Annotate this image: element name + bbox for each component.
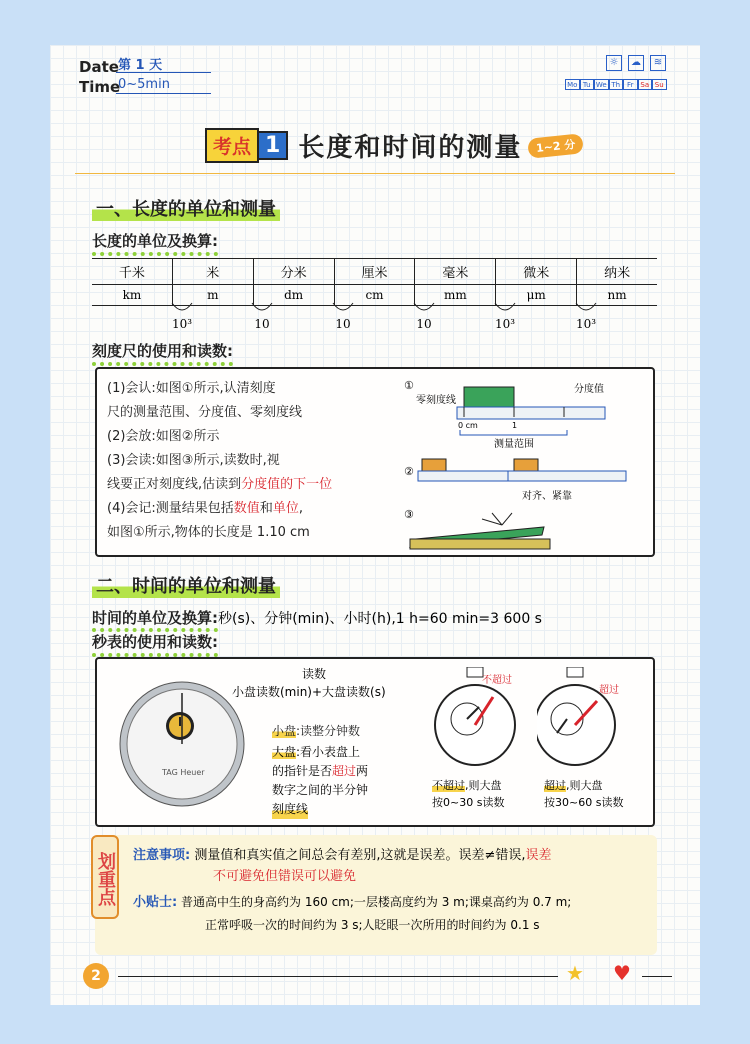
section1-heading: 一、长度的单位和测量 bbox=[92, 195, 280, 221]
ruler-subheading: 刻度尺的使用和读数: bbox=[92, 340, 233, 366]
over-caption: 超过,则大盘 按30~60 s读数 bbox=[544, 779, 624, 809]
title-divider bbox=[75, 173, 675, 174]
align-label: 对齐、紧靠 bbox=[522, 491, 572, 502]
topic-number: 1 bbox=[259, 131, 288, 160]
stopwatch-subheading: 秒表的使用和读数: bbox=[92, 631, 218, 657]
unit-cm: 厘米 cm bbox=[334, 259, 415, 305]
footer-line-end bbox=[642, 976, 672, 977]
tip-line1: 普通高中生的身高约为 160 cm;一层楼高度约为 3 m;课桌高约为 0.7 m; bbox=[181, 895, 572, 909]
unit-mm: 毫米 mm bbox=[414, 259, 495, 305]
time-units-text: 秒(s)、分钟(min)、小时(h),1 h=60 min=3 600 s bbox=[218, 611, 542, 627]
date-label: Date bbox=[79, 58, 119, 76]
footer-line bbox=[118, 976, 558, 977]
ruler-text: (1)会认:如图①所示,认清刻度 尺的测量范围、分度值、零刻度线 (2)会放:如图②所示 (3)会读:如图③所示,读数时,视 线要正对刻度线,估读到分度值的下一位 (4)会记:测量结果包括数值和单位, 如图①所示,物体的长度是 1.10 cm bbox=[107, 381, 333, 540]
not-over-caption: 不超过,则大盘 按0~30 s读数 bbox=[432, 779, 505, 809]
unit-nm: 纳米 nm bbox=[576, 259, 657, 305]
note-line2: 不可避免但错误可以避免 bbox=[213, 869, 357, 884]
key-points-tag: 划重点 bbox=[91, 835, 119, 919]
weekday-we[interactable]: We bbox=[595, 81, 607, 89]
conv-cm-mm: 10 bbox=[416, 317, 432, 331]
time-underline bbox=[116, 93, 211, 94]
conv-dm-cm: 10 bbox=[335, 317, 351, 331]
time-units-subheading: 时间的单位及换算: bbox=[92, 609, 218, 632]
note-text: 测量值和真实值之间总会有差别,这就是误差。误差≠错误, bbox=[194, 848, 526, 863]
ruler-box bbox=[95, 367, 655, 557]
date-underline bbox=[116, 72, 211, 73]
ruler-figures bbox=[402, 375, 652, 553]
wind-icon[interactable]: ≋ bbox=[650, 55, 666, 71]
unit-um: 微米 μm bbox=[495, 259, 576, 305]
weekday-th[interactable]: Th bbox=[609, 79, 624, 90]
score-badge: 1~2 分 bbox=[527, 133, 584, 159]
conv-mm-um: 10³ bbox=[494, 317, 516, 331]
tip-block bbox=[133, 891, 571, 936]
stopwatch-not-over bbox=[427, 667, 522, 767]
cloud-sun-icon[interactable]: ☁ bbox=[628, 55, 644, 71]
stopwatch-over bbox=[537, 667, 632, 767]
length-units-subheading: 长度的单位及换算: bbox=[92, 230, 218, 256]
conv-m-dm: 10 bbox=[254, 317, 270, 331]
star-icon: ★ bbox=[566, 961, 584, 985]
topic-title-text: 长度和时间的测量 bbox=[298, 133, 523, 163]
topic-label: 考点 bbox=[205, 128, 259, 163]
time-value: 0~5min bbox=[118, 77, 170, 92]
not-over-tag: 不超过 bbox=[482, 675, 512, 686]
reading-title: 读数 bbox=[302, 667, 327, 681]
weekday-fr[interactable]: Fr bbox=[623, 79, 638, 90]
units-table bbox=[92, 258, 657, 306]
sun-icon[interactable]: ☼ bbox=[606, 55, 622, 71]
time-units-line bbox=[92, 607, 542, 628]
weekday-sa[interactable]: Sa bbox=[638, 79, 653, 90]
unit-dm: 分米 dm bbox=[253, 259, 334, 305]
conv-km-m: 10³ bbox=[171, 317, 193, 331]
tip-line2: 正常呼吸一次的时间约为 3 s;人眨眼一次所用的时间约为 0.1 s bbox=[205, 918, 540, 932]
over-tag: 超过 bbox=[599, 685, 619, 696]
unit-m: 米 m bbox=[172, 259, 253, 305]
weekday-selector bbox=[565, 79, 667, 90]
weather-icons bbox=[606, 55, 666, 71]
watch-brand: TAG Heuer bbox=[162, 768, 205, 777]
stopwatch-box bbox=[95, 657, 655, 827]
tip-label: 小贴士: bbox=[133, 895, 178, 910]
unit-km: 千米 km bbox=[92, 259, 172, 305]
weekday-mo[interactable]: Mo bbox=[565, 79, 580, 90]
tips-box bbox=[95, 835, 657, 955]
reading-formula: 小盘读数(min)+大盘读数(s) bbox=[232, 685, 386, 699]
note-red: 误差 bbox=[525, 848, 552, 863]
topic-title bbox=[205, 127, 584, 164]
zero-mark-label: 零刻度线 bbox=[416, 395, 456, 406]
note-label: 注意事项: bbox=[133, 848, 191, 863]
zero-cm-label: 0 cm bbox=[458, 421, 478, 430]
page bbox=[50, 45, 700, 1005]
date-value: 第 1 天 bbox=[118, 58, 163, 73]
big-dial-note: 大盘:看小表盘上 的指针是否超过两 数字之间的半分钟 刻度线 bbox=[272, 743, 368, 819]
weekday-su[interactable]: Su bbox=[652, 79, 667, 90]
time-label: Time bbox=[79, 78, 121, 96]
weekday-tu[interactable]: Tu bbox=[580, 79, 595, 90]
division-label: 分度值 bbox=[574, 384, 604, 395]
note-block bbox=[133, 845, 552, 887]
conv-um-nm: 10³ bbox=[575, 317, 597, 331]
range-label: 测量范围 bbox=[494, 439, 534, 450]
heart-icon: ♥ bbox=[613, 961, 631, 985]
section2-heading: 二、时间的单位和测量 bbox=[92, 572, 280, 598]
small-dial-note: 小盘:读整分钟数 bbox=[272, 724, 361, 738]
fig1-label: ① bbox=[404, 379, 414, 392]
one-cm-label: 1 bbox=[512, 421, 518, 430]
stopwatch-image bbox=[117, 679, 247, 809]
fig3-label: ③ bbox=[404, 508, 414, 521]
fig2-label: ② bbox=[404, 465, 414, 478]
page-number: 2 bbox=[83, 963, 109, 989]
